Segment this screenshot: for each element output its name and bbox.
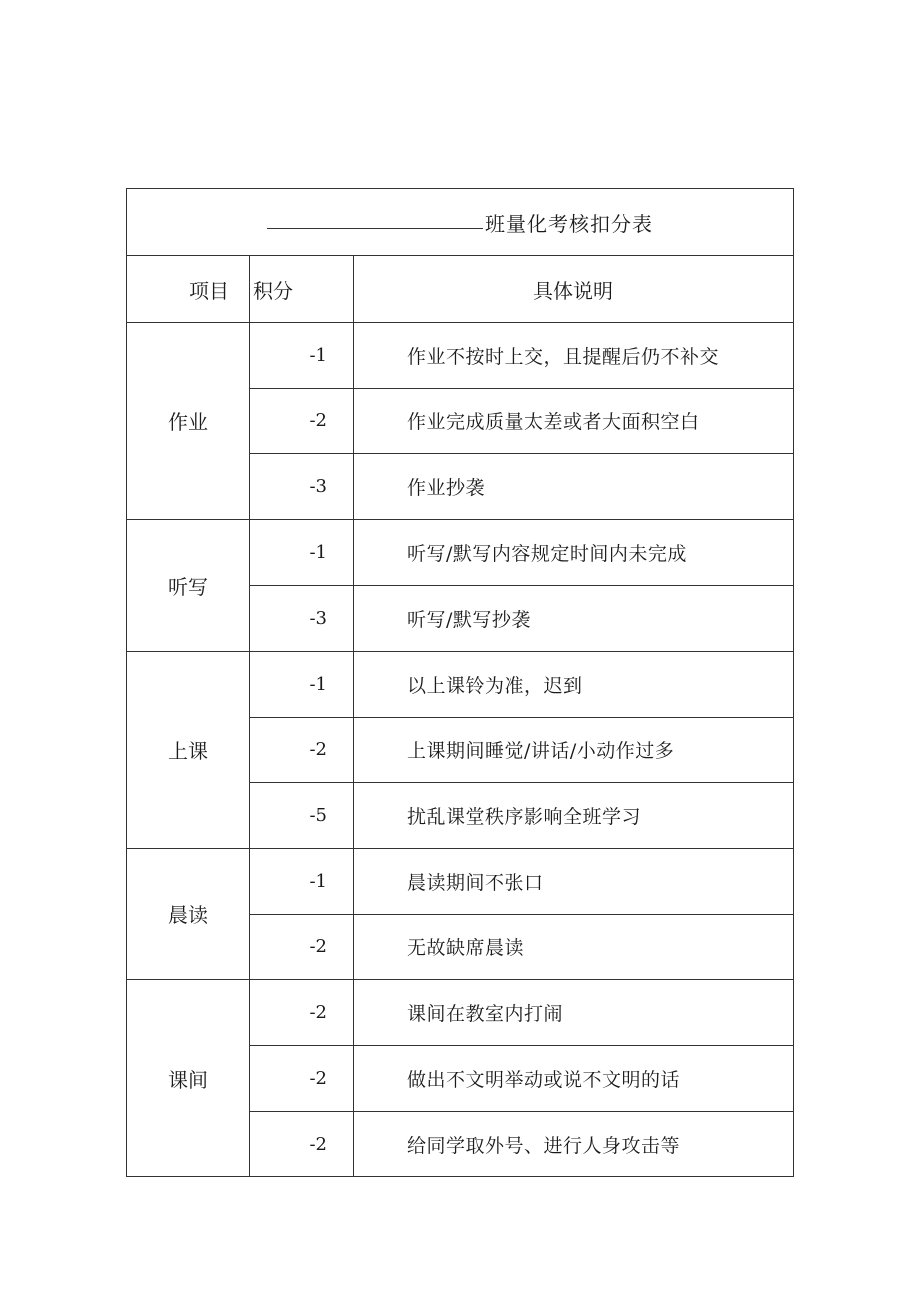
header-col-divider-2 [353,256,354,322]
description-cell: 以上课铃为准，迟到 [407,674,583,697]
score-cell: -2 [309,1133,327,1155]
description-cell: 作业不按时上交，且提醒后仍不补交 [407,345,720,368]
description-cell: 课间在教室内打闹 [407,1002,564,1025]
description-cell: 上课期间睡觉/讲话/小动作过多 [407,740,675,762]
score-cell: -1 [309,673,327,695]
col-divider-score [249,651,250,848]
table-title: 班量化考核扣分表 [485,211,653,236]
col-divider-score [249,322,250,519]
col-divider-score [249,519,250,651]
col-divider-description [353,651,354,848]
row-divider [249,914,793,915]
section-divider [127,848,793,849]
col-divider-description [353,979,354,1177]
score-cell: -3 [309,475,327,497]
score-cell: -2 [309,410,327,431]
header-col-divider-1 [249,256,250,322]
description-cell: 听写/默写抄袭 [407,608,531,631]
description-cell: 做出不文明举动或说不文明的话 [407,1068,681,1091]
description-cell: 给同学取外号、进行人身攻击等 [407,1134,681,1157]
section-divider [127,651,793,652]
col-divider-score [249,848,250,979]
score-cell: -1 [309,541,327,563]
score-cell: -5 [309,804,327,826]
header-item: 项目 [189,278,229,303]
header-divider [127,322,793,323]
row-divider [249,1045,793,1046]
col-divider-description [353,322,354,519]
description-cell: 晨读期间不张口 [407,871,544,894]
deduction-table [126,188,794,1177]
row-divider [249,388,793,389]
description-cell: 作业抄袭 [407,476,486,499]
category-cell: 听写 [168,574,208,599]
description-cell: 作业完成质量太差或者大面积空白 [407,411,700,433]
description-cell: 无故缺席晨读 [407,937,525,959]
class-name-blank [267,208,483,229]
col-divider-description [353,519,354,651]
header-score: 积分 [253,278,293,303]
section-divider [127,979,793,980]
category-cell: 上课 [168,739,208,763]
score-cell: -2 [309,1067,327,1089]
category-cell: 课间 [168,1067,208,1092]
row-divider [249,585,793,586]
description-cell: 扰乱课堂秩序影响全班学习 [407,805,642,828]
row-divider [249,717,793,718]
score-cell: -1 [309,344,327,366]
score-cell: -2 [309,739,327,760]
description-cell: 听写/默写内容规定时间内未完成 [407,542,687,565]
score-cell: -2 [309,936,327,957]
header-description: 具体说明 [533,278,613,303]
table-title-row [127,189,793,256]
score-cell: -1 [309,870,327,892]
row-divider [249,782,793,783]
category-cell: 作业 [168,410,208,434]
row-divider [249,453,793,454]
category-cell: 晨读 [168,903,208,927]
section-divider [127,519,793,520]
score-cell: -3 [309,607,327,629]
row-divider [249,1111,793,1112]
col-divider-description [353,848,354,979]
col-divider-score [249,979,250,1177]
score-cell: -2 [309,1001,327,1023]
